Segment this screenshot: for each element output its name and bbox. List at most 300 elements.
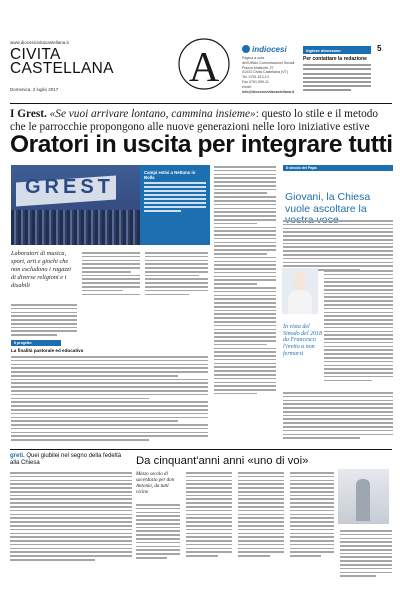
text-line (324, 304, 393, 306)
grest-photo (11, 165, 140, 245)
site-url: www.diocesicivitacastellana.it (10, 40, 69, 45)
text-line (214, 276, 276, 278)
sidebar-column (283, 220, 393, 273)
text-line (238, 476, 284, 478)
text-line (238, 521, 284, 523)
text-line (186, 510, 232, 512)
text-line (144, 182, 206, 184)
text-line (303, 77, 371, 79)
text-line (11, 398, 149, 400)
text-line (214, 279, 276, 281)
text-line (238, 495, 284, 497)
text-line (214, 170, 276, 172)
kicker-label: I Grest. (10, 108, 47, 120)
text-line (290, 502, 334, 504)
bottom-column-2 (186, 472, 232, 559)
text-line (82, 294, 140, 296)
bottom-column-1 (136, 504, 180, 561)
text-line (10, 533, 132, 535)
text-line (11, 312, 77, 314)
text-line (324, 319, 393, 321)
indiocesi-logo (242, 45, 287, 54)
text-line (186, 480, 232, 482)
divider (10, 449, 392, 450)
text-line (214, 366, 276, 368)
text-line (10, 521, 132, 523)
text-line (186, 483, 232, 485)
text-line (186, 517, 232, 519)
text-line (324, 342, 393, 344)
text-line (10, 540, 132, 542)
text-line (10, 548, 132, 550)
text-line (214, 374, 276, 376)
text-line (238, 483, 284, 485)
text-line (82, 260, 140, 262)
text-line (290, 480, 334, 482)
office-line: 01033 Civita Castellana (VT) (242, 70, 288, 75)
crowd-image (11, 210, 140, 245)
text-line (186, 502, 232, 504)
text-line (290, 495, 334, 497)
text-line (324, 357, 393, 359)
text-line (11, 432, 208, 434)
office-email-link[interactable]: info@diocesicivitacastellana.it (242, 89, 295, 94)
text-line (11, 315, 77, 317)
text-line (214, 370, 276, 372)
bottom-column-4 (290, 472, 334, 559)
text-line (10, 472, 132, 474)
text-line (324, 308, 393, 310)
text-line (82, 252, 140, 254)
text-line (324, 315, 393, 317)
sidebar-section-label: Il sinodo del Papa (283, 165, 393, 171)
text-line (186, 491, 232, 493)
text-line (340, 564, 392, 566)
text-line (145, 267, 208, 269)
text-line (290, 540, 334, 542)
text-line (214, 317, 276, 319)
masthead (10, 48, 114, 76)
office-line: dell'Ufficio Comunicazioni Sociali (242, 60, 295, 65)
text-line (283, 262, 393, 264)
text-line (303, 81, 371, 83)
text-line (136, 546, 180, 548)
text-line (324, 285, 393, 287)
text-line (290, 521, 334, 523)
text-line (214, 359, 276, 361)
text-line (11, 435, 208, 437)
text-line (238, 544, 284, 546)
text-line (238, 551, 284, 553)
text-line (186, 540, 232, 542)
text-line (144, 194, 206, 196)
text-line (11, 308, 77, 310)
text-line (214, 268, 276, 270)
text-line (186, 521, 232, 523)
text-line (340, 556, 392, 558)
text-line (283, 265, 393, 267)
text-line (283, 246, 393, 248)
text-line (144, 206, 206, 208)
text-line (283, 243, 393, 245)
text-line (324, 368, 393, 370)
text-line (238, 517, 284, 519)
text-line (214, 321, 276, 323)
bottom-left-headline (10, 453, 132, 467)
indiocesi-logo-text: indiocesi (252, 45, 287, 54)
text-line (283, 392, 393, 394)
text-line (82, 278, 140, 280)
pope-photo (282, 268, 318, 314)
text-line (214, 249, 276, 251)
text-line (290, 544, 334, 546)
office-line: email: (242, 84, 252, 89)
text-line (290, 517, 334, 519)
bottom-column-5 (340, 530, 392, 579)
text-line (238, 480, 284, 482)
text-line (186, 472, 232, 474)
text-line (324, 323, 393, 325)
text-line (11, 424, 208, 426)
text-line (283, 396, 393, 398)
text-line (82, 290, 123, 292)
bottom-headline: Da cinquant'anni anni «uno di voi» (136, 455, 309, 467)
text-line (340, 575, 376, 577)
text-line (10, 555, 132, 557)
text-line (144, 202, 206, 204)
text-line (11, 409, 208, 411)
column-4 (214, 166, 276, 397)
text-line (214, 283, 257, 285)
text-line (324, 327, 393, 329)
text-line (324, 274, 393, 276)
text-line (186, 506, 232, 508)
text-line (214, 355, 276, 357)
text-line (144, 190, 206, 192)
text-line (136, 508, 180, 510)
sidebar-pull-quote: In vista del Sinodo del 2018 da Francesco l'invito a non fermarsi (283, 324, 322, 357)
text-line (214, 272, 276, 274)
text-line (82, 267, 140, 269)
text-line (214, 245, 276, 247)
text-line (11, 417, 208, 419)
text-line (144, 210, 181, 212)
text-line (82, 263, 140, 265)
text-line (136, 553, 180, 555)
text-line (290, 483, 334, 485)
text-line (10, 559, 95, 561)
text-line (214, 211, 276, 213)
text-line (136, 534, 180, 536)
text-line (145, 294, 189, 296)
page-number: 5 (377, 44, 382, 53)
text-line (11, 394, 208, 396)
text-line (186, 544, 232, 546)
text-line (283, 407, 393, 409)
text-line (186, 525, 232, 527)
text-line (10, 544, 132, 546)
text-line (214, 257, 276, 259)
text-line (290, 536, 334, 538)
text-line (145, 252, 208, 254)
divider (10, 103, 392, 104)
text-line (11, 428, 208, 430)
text-line (303, 73, 371, 75)
text-line (238, 529, 284, 531)
text-line (214, 389, 276, 391)
text-line (290, 551, 334, 553)
text-line (340, 560, 392, 562)
text-line (145, 275, 199, 277)
text-line (340, 545, 392, 547)
text-line (290, 491, 334, 493)
text-line (10, 491, 132, 493)
text-line (214, 329, 276, 331)
text-line (145, 256, 208, 258)
text-line (11, 386, 208, 388)
text-line (283, 228, 393, 230)
text-line (290, 514, 334, 516)
story-headline: Oratori in uscita per integrare tutti (10, 131, 393, 158)
text-line (11, 334, 57, 336)
text-line (238, 506, 284, 508)
text-line (10, 483, 132, 485)
text-line (283, 411, 393, 413)
photo-caption-box (140, 165, 210, 245)
text-line (324, 361, 393, 363)
text-line (283, 258, 393, 260)
text-line (214, 174, 276, 176)
bottom-subhead: Mezzo secolo di sacerdozio per don Antonio, da tutti vicino (136, 472, 175, 495)
info-box-header: Inglese diocesano (303, 46, 371, 54)
text-line (11, 405, 208, 407)
text-line (238, 491, 284, 493)
text-line (324, 300, 393, 302)
text-line (214, 219, 276, 221)
text-line (82, 256, 140, 258)
section-label: Il progetto (11, 340, 61, 346)
text-line (303, 89, 351, 91)
text-line (136, 549, 180, 551)
text-line (324, 338, 393, 340)
text-line (214, 261, 276, 263)
text-line (290, 510, 334, 512)
text-line (290, 525, 334, 527)
text-line (11, 330, 77, 332)
text-line (11, 420, 178, 422)
text-line (324, 376, 393, 378)
masthead-line-2: CASTELLANA (10, 60, 114, 77)
column-3 (145, 252, 208, 297)
text-line (303, 64, 371, 66)
text-line (11, 319, 77, 321)
text-line (10, 510, 132, 512)
text-line (290, 476, 334, 478)
text-line (283, 415, 393, 417)
text-line (10, 536, 132, 538)
text-line (186, 555, 218, 557)
bottom-left-headline-label: greti. (10, 453, 25, 459)
text-line (136, 557, 167, 559)
text-line (136, 523, 180, 525)
text-line (82, 282, 140, 284)
text-line (214, 306, 276, 308)
text-line (238, 514, 284, 516)
text-line (214, 253, 267, 255)
text-line (214, 166, 276, 168)
text-line (214, 200, 276, 202)
text-line (214, 378, 276, 380)
text-line (11, 367, 208, 369)
text-line (324, 349, 393, 351)
text-line (303, 85, 371, 87)
info-box-title: Per contattare la redazione (303, 56, 367, 62)
text-line (11, 375, 178, 377)
text-line (11, 413, 208, 415)
statue-photo (338, 469, 389, 524)
text-line (186, 529, 232, 531)
text-line (283, 239, 393, 241)
text-line (136, 530, 180, 532)
statue-figure (356, 479, 370, 521)
text-line (283, 400, 393, 402)
text-line (186, 498, 232, 500)
text-line (136, 527, 180, 529)
text-line (214, 238, 276, 240)
text-line (283, 426, 393, 428)
bottom-left-headline-text: Quei giubilei nel segno della fedeltà alla Chiesa (10, 453, 122, 466)
sidebar-title: Giovani, la Chiesa vuole ascoltare la (285, 191, 371, 215)
text-line (214, 363, 276, 365)
text-line (214, 242, 276, 244)
text-line (290, 548, 334, 550)
text-line (340, 541, 392, 543)
kicker-rest: : questo lo stile e il metodo che le parrocchie propongono alle nuove generazioni nelle loro iniziative estive (10, 108, 379, 133)
sidebar-column-right (324, 270, 393, 383)
text-line (10, 506, 132, 508)
column-1 (11, 250, 77, 338)
text-line (324, 334, 393, 336)
text-line (136, 515, 180, 517)
text-line (136, 542, 180, 544)
text-line (186, 476, 232, 478)
text-line (144, 186, 206, 188)
text-line (238, 498, 284, 500)
info-box (303, 46, 371, 102)
column-2 (82, 252, 140, 297)
text-line (283, 437, 360, 439)
text-line (186, 551, 232, 553)
text-line (11, 382, 208, 384)
text-line (324, 281, 393, 283)
text-line (283, 403, 393, 405)
text-line (145, 271, 208, 273)
text-line (283, 220, 393, 222)
text-line (11, 371, 208, 373)
text-line (11, 379, 208, 381)
text-line (290, 506, 334, 508)
text-line (145, 278, 208, 280)
text-line (290, 533, 334, 535)
text-line (82, 275, 140, 277)
text-line (10, 495, 132, 497)
sidebar-lower (283, 392, 393, 441)
text-line (214, 215, 276, 217)
text-line (214, 204, 276, 206)
text-line (290, 555, 321, 557)
text-line (283, 422, 393, 424)
text-line (186, 487, 232, 489)
text-line (11, 356, 208, 358)
avvenire-logo (178, 34, 230, 92)
text-line (186, 495, 232, 497)
text-line (238, 502, 284, 504)
text-line (214, 351, 276, 353)
text-line (11, 439, 149, 441)
text-line (214, 223, 257, 225)
text-line (214, 177, 276, 179)
text-line (214, 332, 276, 334)
story-subhead: Laboratori di musica, sport, arti e giochi che non escludono i ragazzi di diverse religioni e i disabili (11, 250, 71, 289)
office-line: Piazza Matteotti, 27 (242, 65, 274, 70)
text-line (214, 185, 276, 187)
text-line (214, 208, 276, 210)
text-line (238, 487, 284, 489)
text-line (214, 393, 257, 395)
text-line (283, 254, 393, 256)
text-line (10, 502, 132, 504)
text-line (11, 390, 208, 392)
text-line (340, 538, 392, 540)
text-line (136, 538, 180, 540)
text-line (283, 434, 393, 436)
text-line (10, 498, 132, 500)
text-line (10, 514, 132, 516)
text-line (214, 325, 276, 327)
text-line (290, 487, 334, 489)
text-line (145, 263, 208, 265)
office-contacts (242, 56, 300, 94)
text-line (238, 525, 284, 527)
text-line (82, 286, 140, 288)
text-line (238, 533, 284, 535)
text-line (144, 198, 206, 200)
text-line (214, 336, 276, 338)
text-line (324, 353, 393, 355)
text-line (238, 536, 284, 538)
text-line (340, 553, 392, 555)
text-line (340, 534, 392, 536)
text-line (214, 230, 276, 232)
text-line (283, 231, 393, 233)
dateline: Domenica, 2 luglio 2017 (10, 87, 59, 92)
bottom-column-3 (238, 472, 284, 559)
text-line (10, 476, 132, 478)
text-line (186, 533, 232, 535)
text-line (214, 344, 267, 346)
text-line (214, 348, 276, 350)
text-line (10, 525, 132, 527)
text-line (136, 504, 180, 506)
indiocesi-dot-icon (242, 45, 250, 53)
pope-robe (288, 290, 312, 314)
text-line (136, 519, 180, 521)
text-line (324, 331, 393, 333)
text-line (324, 270, 393, 272)
text-line (11, 401, 208, 403)
text-line (214, 291, 276, 293)
text-line (214, 196, 276, 198)
